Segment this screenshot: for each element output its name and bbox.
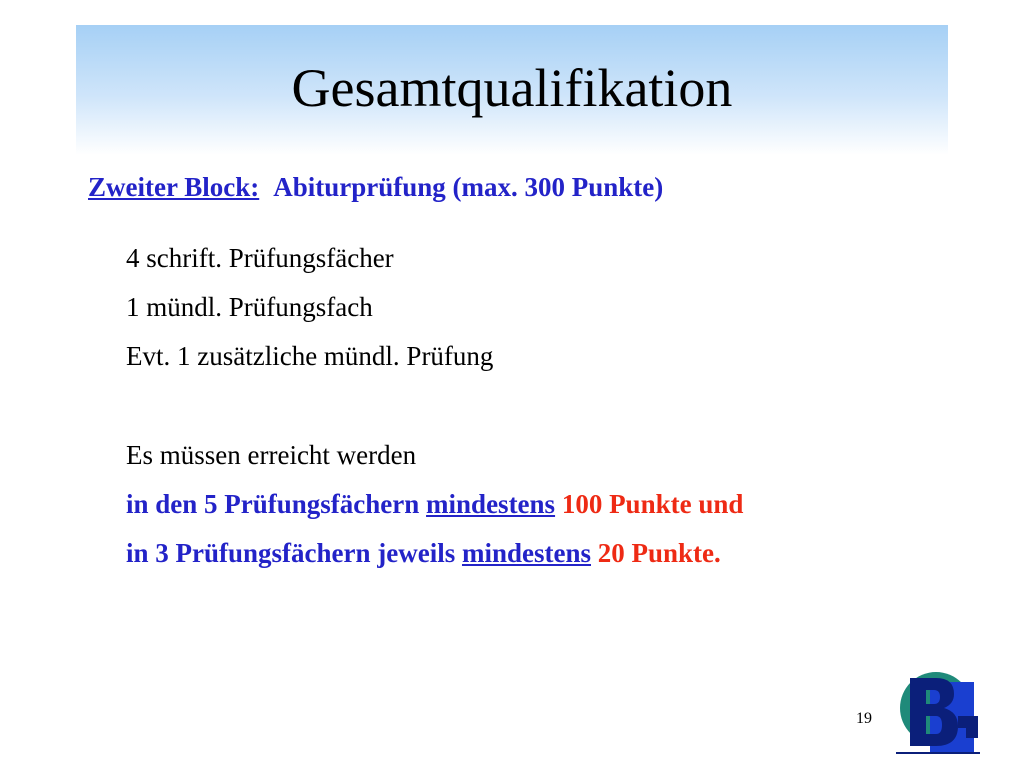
logo-letter-b (910, 678, 958, 746)
requirement-line-2 (126, 538, 721, 569)
requirement-2-emphasis: mindestens (461, 538, 591, 568)
requirement-2-suffix: 20 Punkte. (591, 538, 721, 568)
requirement-1-suffix: 100 Punkte und (555, 489, 744, 519)
block-description: Abiturprüfung (max. 300 Punkte) (273, 172, 664, 202)
requirement-2-prefix: in 3 Prüfungsfächern jeweils (126, 538, 462, 568)
requirement-line-1 (126, 489, 743, 520)
slide-title: Gesamtqualifikation (291, 58, 733, 118)
logo-baseline (896, 752, 980, 754)
requirement-1-prefix: in den 5 Prüfungsfächern (126, 489, 427, 519)
exam-item-oral: 1 mündl. Prüfungsfach (126, 292, 373, 322)
exam-item-written: 4 schrift. Prüfungsfächer (126, 243, 394, 273)
exam-item-additional-oral: Evt. 1 zusätzliche mündl. Prüfung (126, 341, 494, 371)
block-label: Zweiter Block: (88, 172, 260, 202)
requirement-1-emphasis: mindestens (426, 489, 556, 519)
block-heading (88, 172, 663, 203)
title-band (76, 25, 948, 155)
requirement-intro: Es müssen erreicht werden (126, 440, 417, 470)
page-number: 19 (856, 710, 872, 727)
bg-school-logo-icon (896, 668, 984, 754)
